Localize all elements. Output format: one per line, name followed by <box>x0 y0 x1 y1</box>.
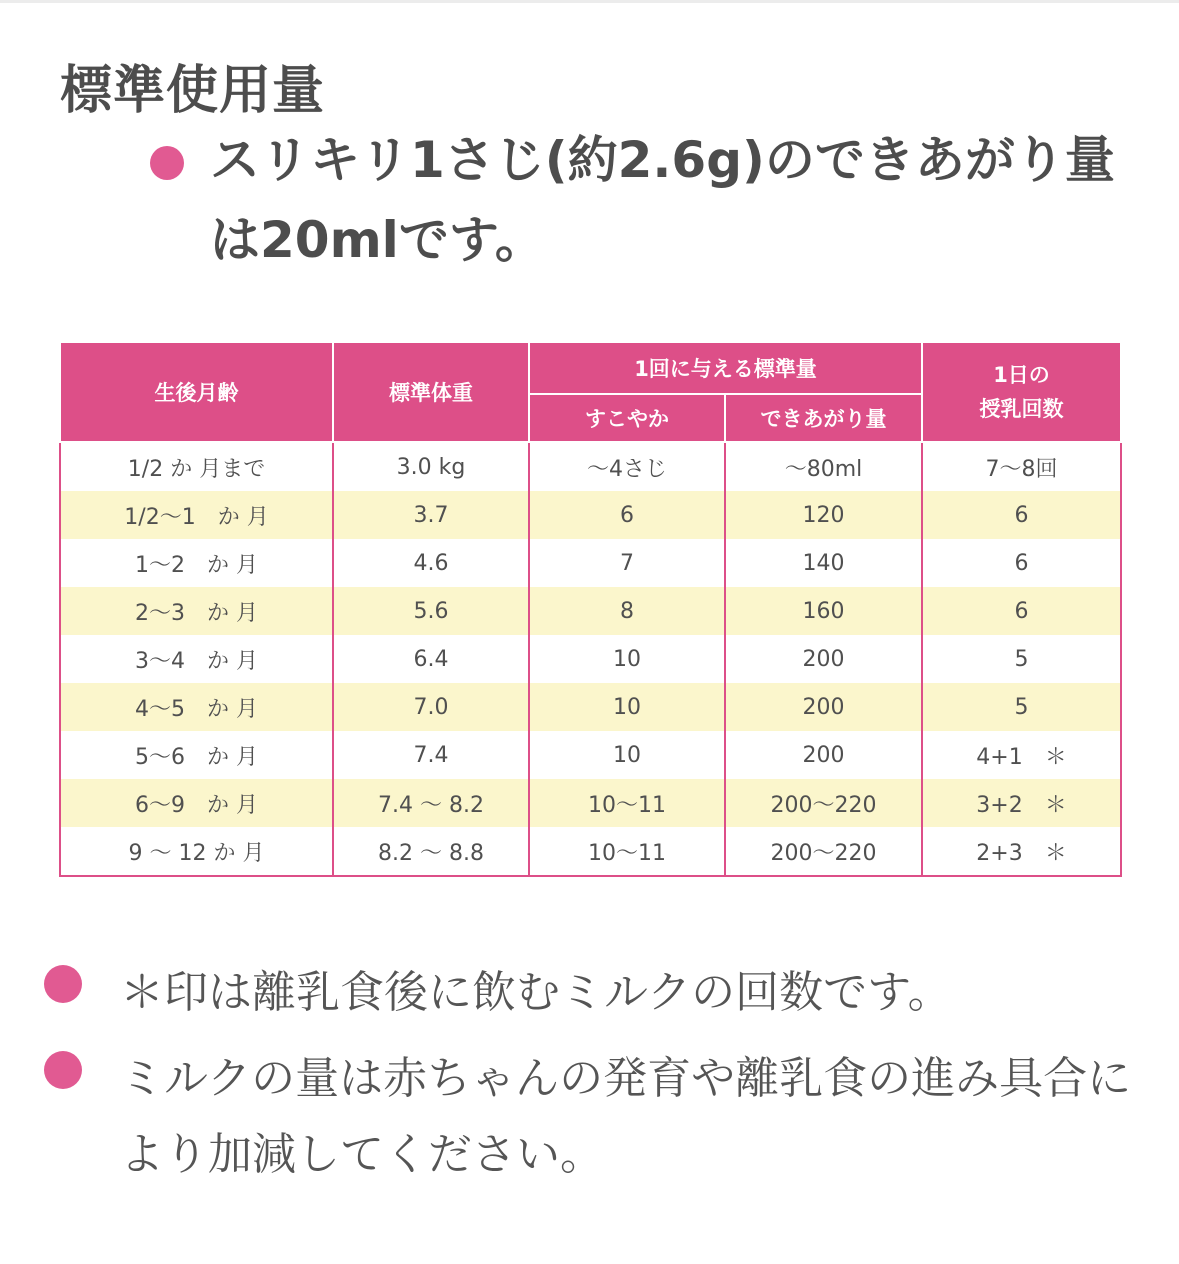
cell-feedings: 4+1 ＊ <box>922 731 1121 779</box>
table-row <box>60 491 1121 539</box>
header-volume: できあがり量 <box>725 394 922 442</box>
page-title: 標準使用量 <box>60 61 326 121</box>
header-feedings-line2: 授乳回数 <box>979 397 1064 421</box>
cell-spoons: ～4さじ <box>529 442 725 491</box>
cell-volume: 200～220 <box>725 827 922 876</box>
cell-age: 5～6 か 月 <box>60 731 333 779</box>
cell-spoons: 6 <box>529 491 725 539</box>
cell-weight: 4.6 <box>333 539 529 587</box>
table-row <box>60 442 1121 491</box>
cell-spoons: 10 <box>529 635 725 683</box>
cell-weight: 5.6 <box>333 587 529 635</box>
cell-volume: 200 <box>725 635 922 683</box>
header-weight: 標準体重 <box>333 342 529 442</box>
cell-volume: ～80ml <box>725 442 922 491</box>
cell-age: 6～9 か 月 <box>60 779 333 827</box>
note-item <box>40 1041 1140 1193</box>
cell-feedings: 2+3 ＊ <box>922 827 1121 876</box>
cell-spoons: 10 <box>529 683 725 731</box>
cell-age: 3～4 か 月 <box>60 635 333 683</box>
cell-weight: 7.4 ～ 8.2 <box>333 779 529 827</box>
header-feedings <box>922 342 1121 442</box>
cell-weight: 6.4 <box>333 635 529 683</box>
cell-weight: 7.0 <box>333 683 529 731</box>
intro-text: スリキリ1さじ(約2.6g)のできあがり量は20mlです。 <box>210 131 1115 269</box>
cell-feedings: 5 <box>922 683 1121 731</box>
cell-volume: 160 <box>725 587 922 635</box>
header-amount-group: 1回に与える標準量 <box>529 342 922 394</box>
table-row <box>60 779 1121 827</box>
note-text: ＊印は離乳食後に飲むミルクの回数です。 <box>120 967 952 1018</box>
bullet-icon <box>44 1051 82 1089</box>
cell-age: 4～5 か 月 <box>60 683 333 731</box>
table-row <box>60 635 1121 683</box>
header-age: 生後月齢 <box>60 342 333 442</box>
cell-volume: 200～220 <box>725 779 922 827</box>
note-item <box>40 955 1140 1031</box>
cell-age: 1/2 か 月まで <box>60 442 333 491</box>
standard-amount-table <box>59 341 1122 877</box>
cell-spoons: 10～11 <box>529 827 725 876</box>
notes-list <box>40 955 1140 1203</box>
intro-note <box>150 120 1140 280</box>
cell-feedings: 6 <box>922 539 1121 587</box>
table-row <box>60 587 1121 635</box>
cell-feedings: 5 <box>922 635 1121 683</box>
cell-volume: 140 <box>725 539 922 587</box>
cell-feedings: 6 <box>922 491 1121 539</box>
cell-weight: 8.2 ～ 8.8 <box>333 827 529 876</box>
bullet-icon <box>150 146 184 180</box>
table-row <box>60 731 1121 779</box>
cell-weight: 3.0 kg <box>333 442 529 491</box>
table-row <box>60 539 1121 587</box>
cell-volume: 200 <box>725 683 922 731</box>
cell-age: 2～3 か 月 <box>60 587 333 635</box>
table-row <box>60 827 1121 876</box>
table-row <box>60 683 1121 731</box>
bullet-icon <box>44 965 82 1003</box>
cell-age: 1～2 か 月 <box>60 539 333 587</box>
cell-age: 9 ～ 12 か 月 <box>60 827 333 876</box>
cell-volume: 120 <box>725 491 922 539</box>
cell-volume: 200 <box>725 731 922 779</box>
header-spoons: すこやか <box>529 394 725 442</box>
top-divider <box>0 0 1179 3</box>
cell-weight: 7.4 <box>333 731 529 779</box>
cell-feedings: 6 <box>922 587 1121 635</box>
cell-feedings: 7～8回 <box>922 442 1121 491</box>
cell-spoons: 10～11 <box>529 779 725 827</box>
cell-spoons: 8 <box>529 587 725 635</box>
note-text: ミルクの量は赤ちゃんの発育や離乳食の進み具合により加減してください。 <box>120 1053 1132 1180</box>
cell-spoons: 7 <box>529 539 725 587</box>
cell-spoons: 10 <box>529 731 725 779</box>
cell-feedings: 3+2 ＊ <box>922 779 1121 827</box>
cell-age: 1/2～1 か 月 <box>60 491 333 539</box>
cell-weight: 3.7 <box>333 491 529 539</box>
header-feedings-line1: 1日の <box>993 363 1050 387</box>
